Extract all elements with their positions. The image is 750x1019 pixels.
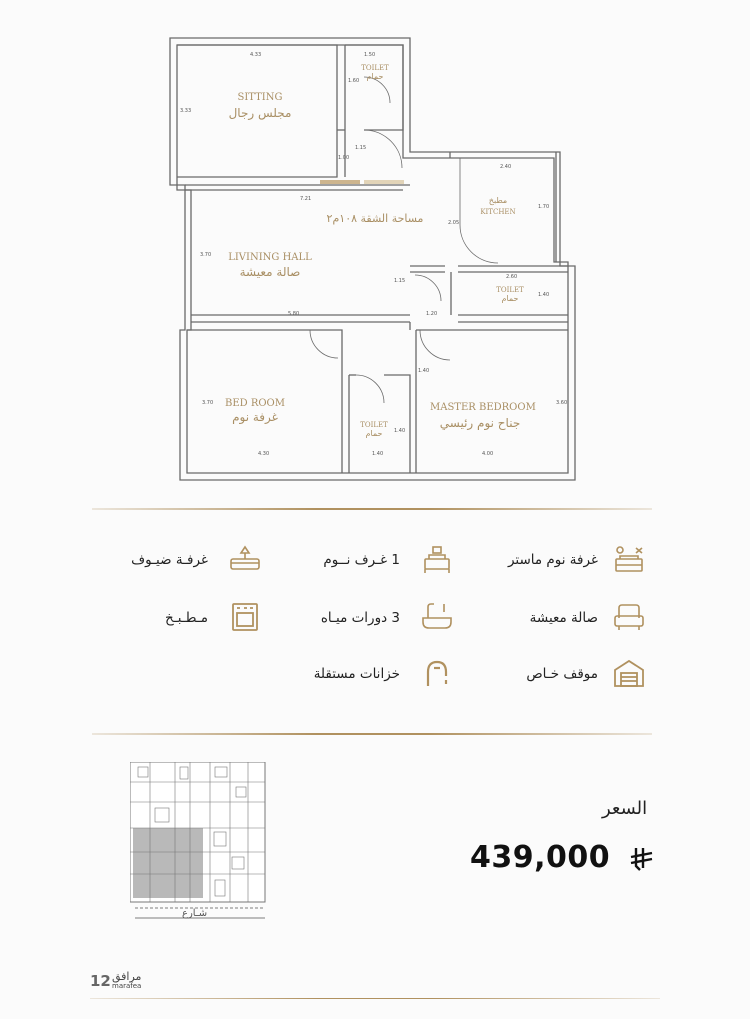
room-label-living-ar: صالة معيشة [239, 265, 301, 279]
room-label-master-bedroom-ar: جناح نوم رئيسي [439, 416, 521, 430]
site-plan [130, 762, 270, 922]
room-label-toilet-ar: حمام [366, 72, 384, 81]
site-plan-drawing [130, 762, 270, 922]
dim-label: 3.33 [180, 108, 192, 114]
dim-label: 3.60 [556, 400, 568, 406]
master-bedroom-icon [612, 545, 646, 575]
dim-label: 2.05 [448, 220, 460, 226]
room-label-toilet-ar: حمام [501, 294, 519, 303]
dim-label: 1.00 [338, 155, 350, 161]
floor-plan [160, 30, 590, 490]
garage-icon [612, 658, 646, 688]
dim-label: 7.21 [300, 196, 312, 202]
room-label-sitting-ar: مجلس رجال [228, 106, 292, 120]
feature-bathrooms: 3 دورات ميـاه [320, 610, 400, 626]
price-amount: 439,000 [470, 840, 611, 875]
armchair-icon [612, 602, 646, 632]
dim-label: 1.40 [372, 451, 384, 457]
dim-label: 1.15 [394, 278, 406, 284]
oven-icon [228, 602, 262, 632]
dim-label: 1.15 [355, 145, 367, 151]
dim-label: 4.00 [482, 451, 494, 457]
dim-label: 4.33 [250, 52, 262, 58]
dim-label: 1.40 [538, 292, 550, 298]
brand-name-ar: مرافق [112, 970, 142, 983]
room-label-bedroom: BED ROOM [224, 398, 285, 409]
feature-bedrooms: 1 غـرف نــوم [323, 552, 400, 568]
dim-label: 3.70 [200, 252, 212, 258]
dim-label: 5.80 [288, 311, 300, 317]
bed-icon [420, 545, 454, 575]
bathtub-icon [420, 602, 454, 632]
dim-label: 1.40 [394, 428, 406, 434]
sofa-lamp-icon [228, 545, 262, 575]
riyal-symbol-icon [628, 846, 654, 872]
dim-label: 4.30 [258, 451, 270, 457]
feature-living-room: صالة معيشة [529, 610, 598, 626]
dim-label: 1.60 [348, 78, 360, 84]
street-label: شـارع [182, 908, 208, 919]
feature-master-bedroom: غرفة نوم ماستر [507, 552, 598, 568]
dim-label: 1.20 [426, 311, 438, 317]
divider [92, 508, 652, 510]
room-label-bedroom-ar: غرفة نوم [232, 410, 278, 424]
feature-tanks: خزانات مستقلة [313, 666, 400, 682]
dim-label: 1.70 [538, 204, 550, 210]
water-tap-icon [420, 658, 454, 688]
room-label-kitchen-ar: مطبخ [488, 196, 508, 205]
room-label-sitting: SITTING [237, 92, 283, 103]
dim-label: 3.70 [202, 400, 214, 406]
room-label-toilet: TOILET [496, 286, 524, 294]
room-label-toilet: TOILET [361, 64, 389, 72]
dim-label: 2.40 [500, 164, 512, 170]
room-label-kitchen: KITCHEN [480, 208, 516, 216]
brand-number: 12 [90, 972, 111, 990]
brand-name-en: marafea [112, 982, 142, 990]
room-label-toilet: TOILET [360, 421, 388, 429]
room-label-master-bedroom: MASTER BEDROOM [430, 402, 536, 413]
divider [92, 733, 652, 735]
dim-label: 1.40 [418, 368, 430, 374]
feature-parking: موقف خـاص [526, 666, 598, 682]
divider [90, 998, 660, 999]
dim-label: 2.60 [506, 274, 518, 280]
brand-logo [90, 972, 190, 992]
room-label-toilet-ar: حمام [365, 429, 383, 438]
apartment-area-label: مساحة الشقة ١٠٨م٢ [326, 212, 424, 225]
dim-label: 1.50 [364, 52, 376, 58]
room-label-living: LIVINING HALL [228, 252, 312, 263]
price-label: السعر [602, 798, 648, 819]
feature-guest-room: غرفـة ضيـوف [131, 552, 208, 568]
feature-kitchen: مـطـبـخ [165, 610, 208, 626]
